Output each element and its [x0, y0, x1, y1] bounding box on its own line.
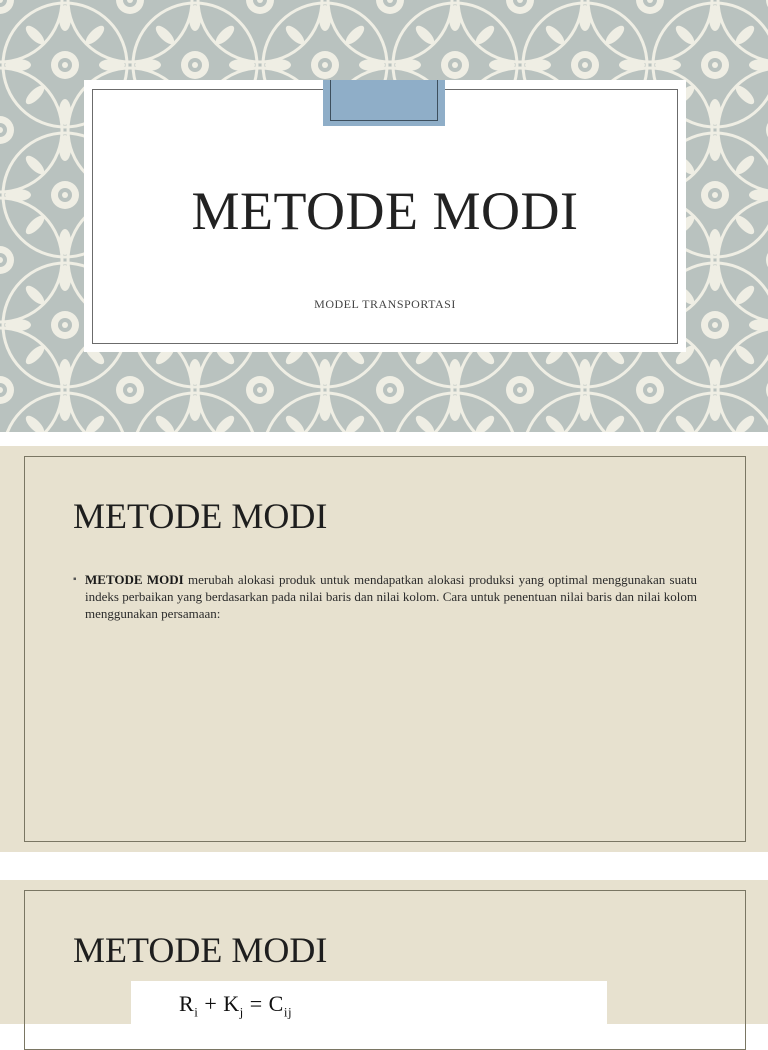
accent-tab [323, 80, 445, 126]
title-slide [0, 0, 768, 432]
formula-k: K [223, 991, 240, 1016]
slide-frame [24, 890, 746, 1050]
slide-title: METODE MODI [191, 181, 579, 241]
slide-subtitle: MODEL TRANSPORTASI [314, 297, 456, 311]
formula-image [131, 981, 607, 1041]
bullet-text [85, 571, 697, 622]
accent-tab-border [330, 80, 438, 121]
formula-slide [0, 880, 768, 1024]
slide-heading: METODE MODI [73, 930, 328, 970]
bullet-item [73, 571, 697, 622]
bullet-icon: ▪ [73, 574, 77, 585]
formula-sub-j: j [239, 1004, 244, 1020]
slide-frame [24, 456, 746, 842]
slide-heading: METODE MODI [73, 496, 328, 536]
formula-equation: $R_i + K_j = C_{ij}$ [179, 991, 293, 1020]
formula-sub-i: i [194, 1004, 199, 1020]
bullet-description: merubah alokasi produk untuk mendapatkan alokasi produksi yang optimal menggunakan suatu indeks perbaikan yang berdasarkan pada nilai baris dan nilai kolom. Cara untuk penentuan nilai baris dan nilai kolom menggunakan persamaan: [85, 572, 697, 621]
bullet-bold-term: METODE MODI [85, 572, 184, 587]
title-card [84, 80, 686, 352]
formula-c: C [268, 991, 284, 1016]
content-slide [0, 446, 768, 852]
formula-r: R [179, 991, 195, 1016]
formula-sub-ij: ij [283, 1004, 293, 1020]
